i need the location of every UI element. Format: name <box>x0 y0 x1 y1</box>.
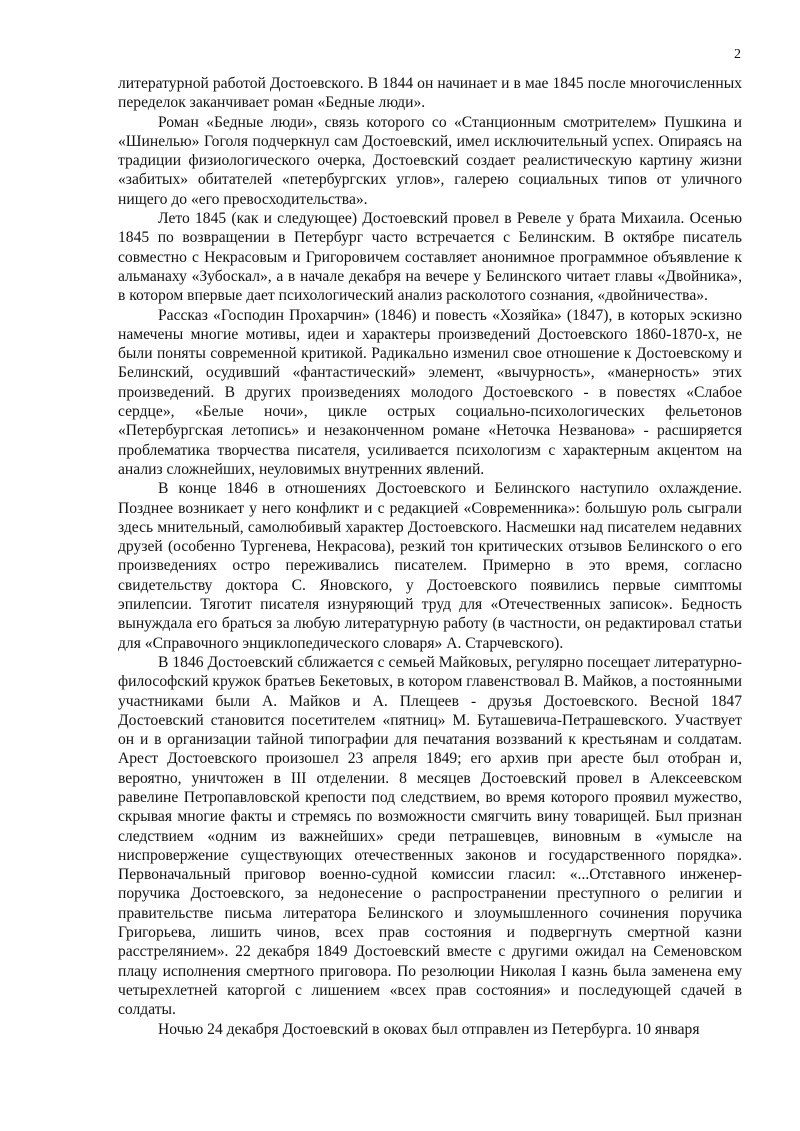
paragraph-5: В конце 1846 в отношениях Достоевского и Белинского наступило охлаждение. Позднее возникает у него конфликт и с редакцией «Современника»: большую роль сыграли здесь мнительный, самолюбивый характер Достоевского. Насмешки над писателем недавних друзей (особенно Тургенева, Некрасова), резкий тон критических отзывов Белинского о его произведениях остро переживались писателем. Примерно в это время, согласно свидетельству доктора С. Яновского, у Достоевского появились первые симптомы эпилепсии. Тяготит писателя изнуряющий труд для «Отечественных записок». Бедность вынуждала его браться за любую литературную работу (в частности, он редактировал статьи для «Справочного энциклопедического словаря» А. Старчевского). <box>118 480 742 652</box>
paragraph-1: литературной работой Достоевского. В 1844 он начинает и в мае 1845 после многочисленных переделок заканчивает роман «Бедные люди». <box>118 75 742 112</box>
paragraph-7: Ночью 24 декабря Достоевский в оковах был отправлен из Петербурга. 10 января <box>158 1020 700 1038</box>
paragraph-3: Лето 1845 (как и следующее) Достоевский провел в Ревеле у брата Михаила. Осенью 1845 по возвращении в Петербург часто встречается с Белинским. В октябре писатель совместно с Некрасовым и Григоровичем составляет анонимное программное объявление к альманаху «Зубоскал», а в начале декабря на вечере у Белинского читает главы «Двойника», в котором впервые дает психологический анализ расколотого сознания, «двойничества». <box>118 210 742 305</box>
paragraph-2: Роман «Бедные люди», связь которого со «Станционным смотрителем» Пушкина и «Шинелью» Гоголя подчеркнул сам Достоевский, имел исключительный успех. Опираясь на традиции физиологического очерка, Достоевский создает реалистическую картину жизни «забитых» обитателей «петербургских углов», галерею социальных типов от уличного нищего до «его превосходительства». <box>118 113 742 208</box>
page-number: 2 <box>734 47 741 62</box>
document-body <box>118 74 742 1039</box>
paragraph-4: Рассказ «Господин Прохарчин» (1846) и повесть «Хозяйка» (1847), в которых эскизно намечены многие мотивы, идеи и характеры произведений Достоевского 1860-1870-х, не были поняты современной критикой. Радикально изменил свое отношение к Достоевскому и Белинский, осудивший «фантастический» элемент, «вычурность», «манерность» этих произведений. В других произведениях молодого Достоевского - в повестях «Слабое сердце», «Белые ночи», цикле острых социально-психологических фельетонов «Петербургская летопись» и незаконченном романе «Неточка Незванова» - расширяется проблематика творчества писателя, усиливается психологизм с характерным акцентом на анализ сложнейших, неуловимых внутренних явлений. <box>118 306 742 478</box>
paragraph-6: В 1846 Достоевский сближается с семьей Майковых, регулярно посещает литературно-философский кружок братьев Бекетовых, в котором главенствовал В. Майков, а постоянными участниками были А. Майков и А. Плещеев - друзья Достоевского. Весной 1847 Достоевский становится посетителем «пятниц» М. Буташевича-Петрашевского. Участвует он и в организации тайной типографии для печатания воззваний к крестьянам и солдатам. Арест Достоевского произошел 23 апреля 1849; его архив при аресте был отобран и, вероятно, уничтожен в III отделении. 8 месяцев Достоевский провел в Алексеевском равелине Петропавловской крепости под следствием, во время которого проявил мужество, скрывая многие факты и стремясь по возможности смягчить вину товарищей. Был признан следствием «одним из важнейших» среди петрашевцев, виновным в «умысле на ниспровержение существующих отечественных законов и государственного порядка». Первоначальный приговор военно-судной комиссии гласил: «...Отставного инженер-поручика Достоевского, за недонесение о распространении преступного о религии и правительстве письма литератора Белинского и злоумышленного сочинения поручика Григорьева, лишить чинов, всех прав состояния и подвергнуть смертной казни расстрелянием». 22 декабря 1849 Достоевский вместе с другими ожидал на Семеновском плацу исполнения смертного приговора. По резолюции Николая I казнь была заменена ему четырехлетней каторгой с лишением «всех прав состояния» и последующей сдачей в солдаты. <box>118 653 742 1019</box>
